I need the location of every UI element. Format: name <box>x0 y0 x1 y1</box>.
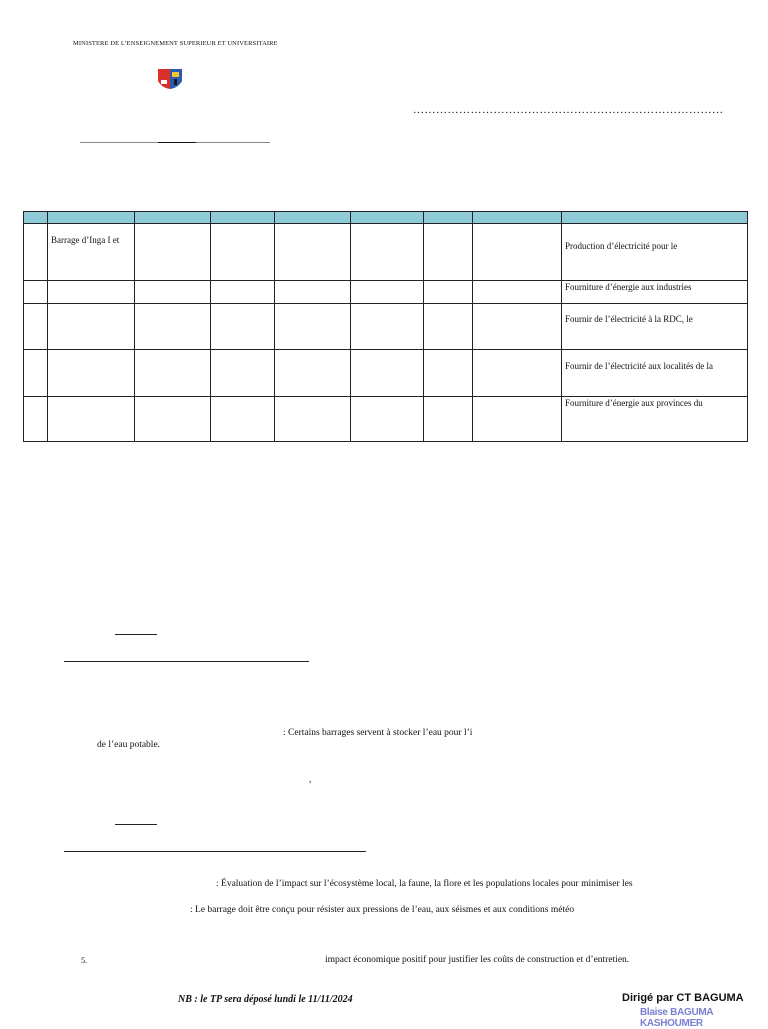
table-cell-purpose: Fournir de l’électricité à la RDC, le <box>565 314 693 324</box>
table-cell-purpose: Fourniture d’énergie aux industries <box>565 282 692 292</box>
section-underline <box>64 851 366 852</box>
university-logo-icon <box>157 68 183 90</box>
table-cell-dam: Barrage d’Inga I et <box>51 235 120 245</box>
paragraph-text: , <box>309 775 312 785</box>
list-number: 5. <box>81 956 87 965</box>
table-cell-purpose: Fournir de l’électricité aux localités de la <box>565 361 713 371</box>
dotted-line: ……………………………………………………………………… <box>413 104 724 116</box>
table-cell-purpose: Fourniture d’énergie aux provinces du <box>565 398 703 408</box>
section-underline <box>64 661 309 662</box>
paragraph-text: : Évaluation de l’impact sur l’écosystème local, la faune, la flore et les populations locales pour minimiser les <box>216 879 633 889</box>
table-row <box>24 350 748 397</box>
table-row <box>24 224 748 281</box>
table-row <box>24 281 748 304</box>
paragraph-text: : Le barrage doit être conçu pour résister aux pressions de l’eau, aux séismes et aux conditions météo <box>190 905 575 915</box>
section-underline-short <box>115 824 157 825</box>
ministry-header: MINISTERE DE L’ENSEIGNEMENT SUPERIEUR ET UNIVERSITAIRE <box>73 40 278 47</box>
dams-table <box>23 211 748 442</box>
paragraph-text: : Certains barrages servent à stocker l’eau pour l’i <box>283 728 473 738</box>
paragraph-text: de l’eau potable. <box>97 740 161 750</box>
deadline-note: NB : le TP sera déposé lundi le 11/11/2024 <box>178 994 353 1005</box>
table-header-row <box>24 212 748 224</box>
title-underline-accent <box>158 142 196 143</box>
section-underline-short <box>115 634 157 635</box>
table-row <box>24 304 748 350</box>
supervisor-label: Dirigé par CT BAGUMA <box>622 992 744 1004</box>
table-row <box>24 397 748 442</box>
signature: Blaise BAGUMA KASHOUMER <box>640 1007 713 1029</box>
table-cell-purpose: Production d’électricité pour le <box>565 241 678 251</box>
paragraph-text: impact économique positif pour justifier les coûts de construction et d’entretien. <box>325 955 630 965</box>
